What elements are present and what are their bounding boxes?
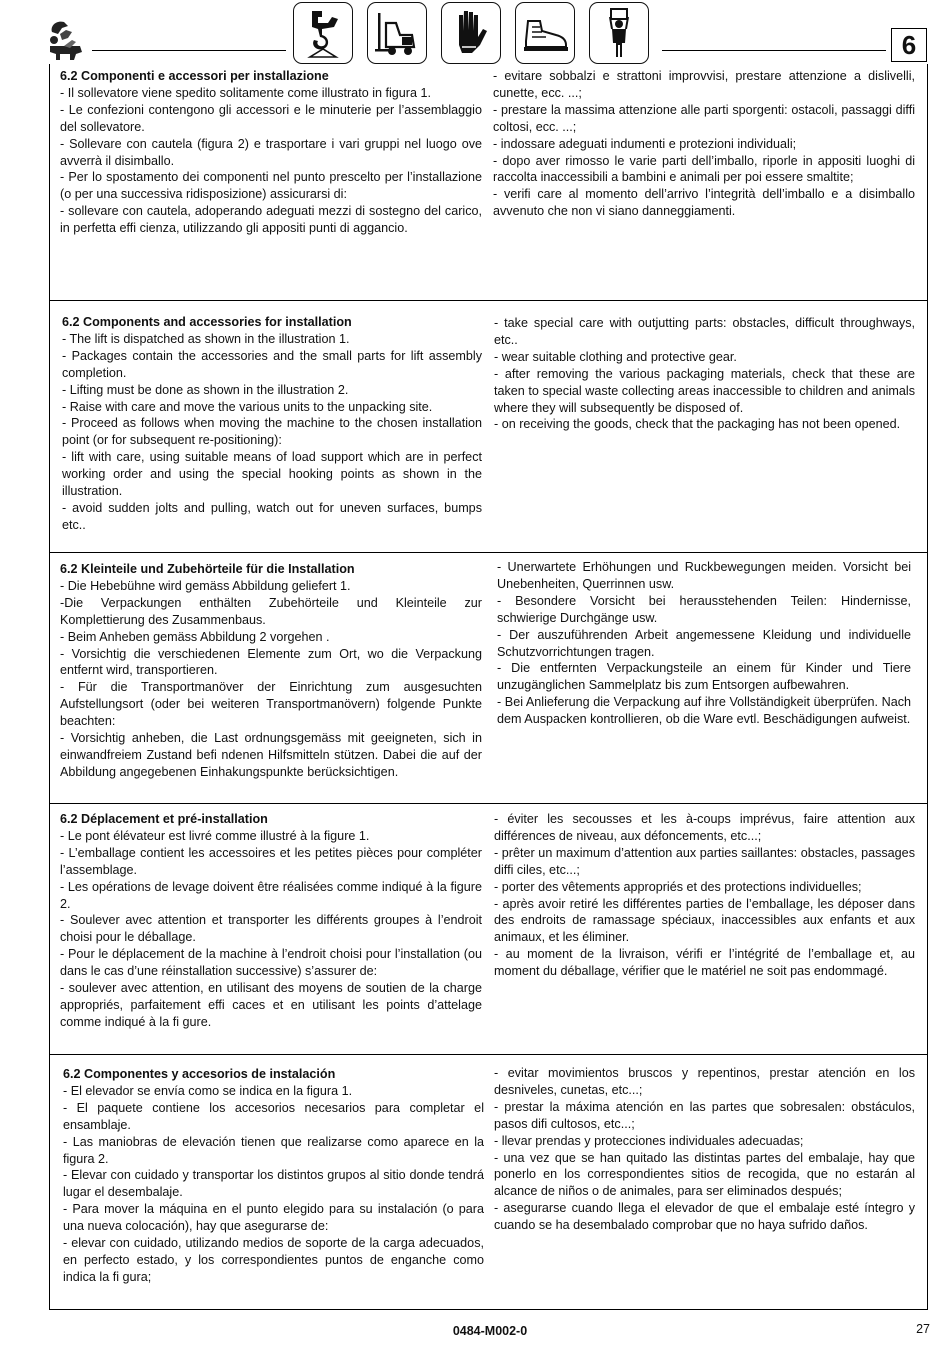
paragraph: - Vorsichtig die verschiedenen Elemente zum Ort, wo die Verpackung entfernt wird, transportieren. [60,646,482,678]
paragraph: - Packages contain the accessories and the small parts for lift assembly completion. [62,348,482,380]
paragraph: - take special care with outjutting parts: obstacles, difficult throughways, etc.. [494,316,915,347]
paragraph: - on receiving the goods, check that the packaging has not been opened. [494,417,901,432]
forklift-icon [367,2,427,64]
paragraph: - Beim Anheben gemäss Abbildung 2 vorgehen . [60,629,330,644]
section-title: 6.2 Componentes y accesorios de instalación [63,1067,336,1081]
crane-hook-icon [293,2,353,64]
paragraph: - lift with care, using suitable means of load support which are in perfect working order and using the special hooking points as shown in the illustration. [62,450,482,499]
paragraph: - llevar prendas y protecciones individuales adecuadas; [494,1133,804,1148]
section-divider [49,803,928,804]
paragraph: - asegurarse cuando llega el elevador de que el embalaje esté íntegro y cuando se ha desembalado comprobar que no haya sufrido daños. [494,1201,915,1233]
paragraph: - avoid sudden jolts and pulling, watch out for uneven surfaces, bumps etc.. [62,500,482,532]
section-title: 6.2 Kleinteile und Zubehörteile für die Installation [60,562,355,576]
paragraph: - The lift is dispatched as shown in the illustration 1. [62,331,350,346]
section-es-left [63,1066,484,1286]
paragraph: - L’emballage contient les accessoires et les petites pièces pour compléter l’assemblage. [60,845,482,877]
section-fr-right [494,811,915,980]
paragraph: - Für die Transportmanöver der Einrichtung zum ausgesuchten Aufstellungsort (oder bei weiteren Transportmanövern) folgende Punkte beachten: [60,680,482,729]
paragraph: - Les opérations de levage doivent être réalisées comme indiqué à la figure 2. [60,879,482,911]
paragraph: - au moment de la livraison, vérifi er l’intégrité de l’emballage et, au moment du déballage, vérifier que le matériel ne soit pas endommagé. [494,947,915,979]
paragraph: - Sollevare con cautela (figura 2) e trasportare i vari gruppi nel luogo ove avverrà il disimballo. [60,136,482,168]
paragraph: - Die Hebebühne wird gemäss Abbildung geliefert 1. [60,578,351,593]
paragraph: - Il sollevatore viene spedito solitamente come illustrato in figura 1. [60,85,431,100]
paragraph: - sollevare con cautela, adoperando adeguati mezzi di sostegno del carico, in perfetta effi cienza, utilizzando gli appositi punti di aggancio. [60,204,482,236]
section-divider [49,300,928,301]
paragraph: - evitare sobbalzi e strattoni improvvisi, prestare attenzione a dislivelli, cunette, ecc. ...; [493,69,915,100]
paragraph: - wear suitable clothing and protective gear. [494,349,737,364]
paragraph: - Unerwartete Erhöhungen und Ruckbewegungen meiden. Vorsicht bei Unebenheiten, Querrinnen usw. [497,560,911,591]
paragraph: - Las maniobras de elevación tienen que realizarse como aparece en la figura 2. [63,1134,484,1166]
page-number: 27 [916,1322,930,1336]
paragraph: - Besondere Vorsicht bei herausstehenden Teilen: Hindernisse, schwierige Durchgänge usw. [497,593,911,625]
paragraph: - soulever avec attention, en utilisant des moyens de soutien de la charge appropriés, parfaitement effi caces et en utilisant les points d’attelage comme indiqué à la fi gure. [60,981,482,1029]
paragraph: - Raise with care and move the various units to the unpacking site. [62,399,433,414]
paragraph: - Le pont élévateur est livré comme illustré à la figure 1. [60,828,370,843]
page-header [0,0,950,66]
paragraph: - Para mover la máquina en el punto elegido para su instalación (o para una nueva colocación), hay que asegurarse de: [63,1202,484,1234]
section-en-right [494,315,915,433]
paragraph: - verifi care al momento dell’arrivo l’integrità dell’imballo e a disimballo avvenuto che non vi siano danneggiamenti. [493,187,915,219]
paragraph: - Die entfernten Verpackungsteile an einem für Kinder und Tiere unzugänglichen Sammelplatz bis zum Entsorgen aufbewahren. [497,661,911,693]
section-title: 6.2 Déplacement et pré-installation [60,812,268,826]
chapter-number: 6 [891,28,927,62]
paragraph: - prestar la máxima atención en las partes que sobresalen: obstáculos, pasos difi cultosos, etc...; [494,1099,915,1131]
paragraph: - una vez que se han quitado las distintas partes del embalaje, hay que ponerlo en los correspondientes sitios de recogida, que no estarán al alcance de niños o de animales, para ser eliminados después; [494,1150,915,1199]
protective-glove-icon [441,2,501,64]
paragraph: - après avoir retiré les différentes parties de l’emballage, les déposer dans des endroits de ramassage spéciaux, inaccessibles aux enfants et aux animaux, et les éliminer. [494,896,915,945]
document-code: 0484-M002-0 [452,1324,528,1338]
section-title: 6.2 Componenti e accessori per installazione [60,69,329,83]
paragraph: - porter des vêtements appropriés et des protections individuelles; [494,879,862,894]
section-fr-left [60,811,482,1031]
paragraph: - after removing the various packaging materials, check that these are taken to special waste collecting areas inaccessible to children and animals where they will subsequently be disposed of. [494,366,915,415]
safety-shoe-icon [515,2,575,64]
person-lifting-icon [589,2,649,64]
paragraph: - Bei Anlieferung die Verpackung auf ihre Vollständigkeit überprüfen. Nach dem Auspacken kontrollieren, ob die Ware evtl. Beschädigungen aufweist. [497,695,911,727]
header-rule-right [662,50,886,51]
paragraph: - Elevar con cuidado y transportar los distintos grupos al sitio donde tendrá lugar el desembalaje. [63,1168,484,1200]
paragraph: - Lifting must be done as shown in the illustration 2. [62,382,349,397]
paragraph: - Pour le déplacement de la machine à l’endroit choisi pour l’installation (ou dans le cas d’une réinstallation successive) s’assurer de: [60,947,482,979]
section-it-left [60,68,482,237]
brand-logo-icon [46,18,86,62]
section-de-right [497,559,911,728]
paragraph: -Die Verpackungen enthälten Zubehörteile und Kleinteile zur Komplettierung des Zusammenbaus. [60,595,482,627]
paragraph: - Vorsichtig anheben, die Last ordnungsgemäss mit geeigneten, sich in einwandfreiem Zustand befi ndenen Hilfsmitteln stützen. Dabei die auf der Abbildung angegebenen Einhakungspunkte berücksichtigen. [60,731,482,779]
paragraph: - Le confezioni contengono gli accessori e le minuterie per l’assemblaggio del sollevatore. [60,102,482,134]
paragraph: - Proceed as follows when moving the machine to the chosen installation point (or for subsequent re-positioning): [62,416,482,448]
section-it-right [493,68,915,220]
section-divider [49,1054,928,1055]
paragraph: - Soulever avec attention et transporter les différents groupes à l’endroit choisi pour le déballage. [60,913,482,945]
paragraph: - prêter un maximum d’attention aux parties saillantes: obstacles, passages diffi ciles, etc...; [494,845,915,877]
paragraph: - El elevador se envía como se indica en la figura 1. [63,1083,353,1098]
paragraph: - dopo aver rimosso le varie parti dell’imballo, riporle in appositi luoghi di raccolta inaccessibili a bambini e animali per poi essere smaltite; [493,153,915,185]
paragraph: - indossare adeguati indumenti e protezioni individuali; [493,136,797,151]
paragraph: - Der auszuführenden Arbeit angemessene Kleidung und individuelle Schutzvorrichtungen tragen. [497,627,911,659]
header-rule-left [92,50,286,51]
section-en-left [62,314,482,534]
paragraph: - Per lo spostamento dei componenti nel punto prescelto per l’installazione (o per una successiva ridisposizione) assicurarsi di: [60,170,482,202]
paragraph: - éviter les secousses et les à-coups imprévus, faire attention aux différences de niveau, aux défoncements, etc...; [494,812,915,843]
paragraph: - El paquete contiene los accesorios necesarios para completar el ensamblaje. [63,1100,484,1132]
section-divider [49,552,928,553]
section-de-left [60,561,482,781]
paragraph: - evitar movimientos bruscos y repentinos, prestar atención en los desniveles, cunetas, etc...; [494,1066,915,1097]
paragraph: - elevar con cuidado, utilizando medios de soporte de la carga adecuados, en perfecto estado, y los correspondientes puntos de enganche como indica la fi gura; [63,1236,484,1284]
paragraph: - prestare la massima attenzione alle parti sporgenti: ostacoli, passaggi diffi coltosi, ecc. ...; [493,102,915,134]
section-title: 6.2 Components and accessories for installation [62,315,352,329]
section-es-right [494,1065,915,1234]
